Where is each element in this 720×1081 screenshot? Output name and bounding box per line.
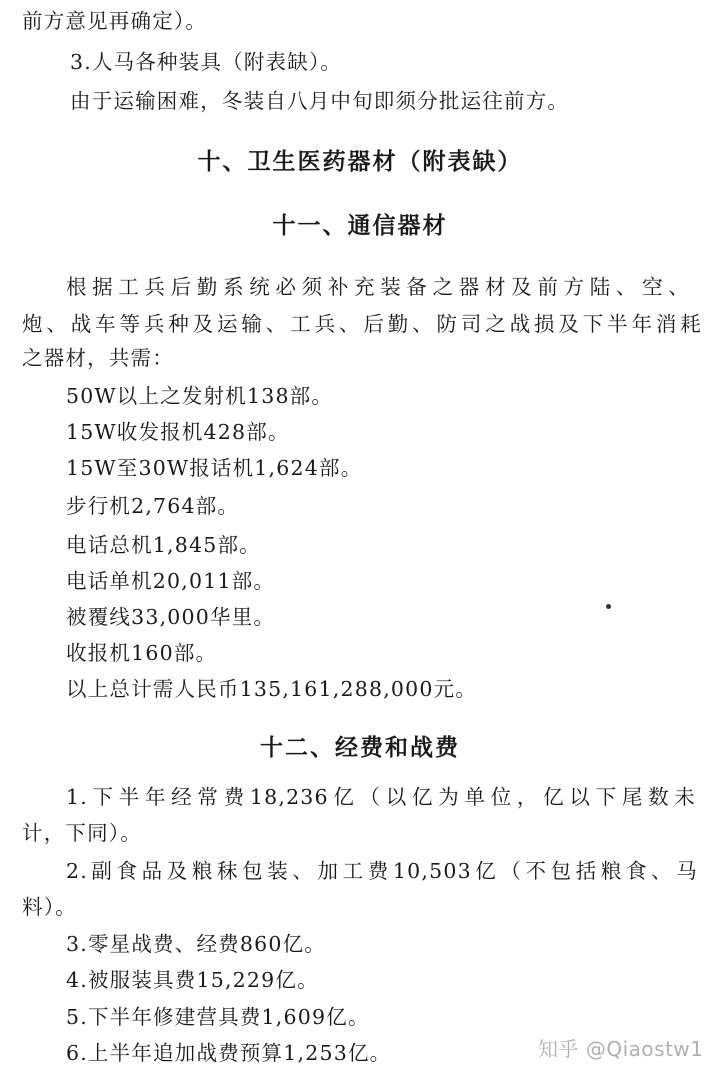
list-item-radiotelephone: 15W至30W报话机1,624部。: [66, 456, 363, 480]
list-item-receiver: 收报机160部。: [66, 641, 218, 665]
section-11-intro-line-3: 之器材，共需：: [22, 346, 174, 370]
equipment-item-3: 3.人马各种装具（附表缺）。: [70, 50, 343, 74]
expense-item-6: 6.上半年追加战费预算1,253亿。: [66, 1041, 392, 1065]
zhihu-watermark: 知乎 @Qiaostw1: [538, 1037, 704, 1061]
list-item-transmitter: 50W以上之发射机138部。: [66, 384, 334, 408]
list-item-walkie-talkie: 步行机2,764部。: [66, 494, 240, 518]
list-item-field-wire: 被覆线33,000华里。: [66, 605, 276, 629]
list-item-switchboard: 电话总机1,845部。: [66, 533, 261, 557]
expense-item-2-line-1: 2.副食品及粮秣包装、加工费10,503亿（不包括粮食、马: [66, 859, 698, 883]
expense-item-1-line-2: 计，下同）。: [22, 821, 142, 845]
section-11-heading: 十一、通信器材: [272, 213, 448, 239]
top-fragment-text: 前方意见再确定）。: [22, 9, 208, 33]
expense-item-3: 3.零星战费、经费860亿。: [66, 932, 326, 956]
scan-speck: [606, 604, 611, 609]
section-11-intro-line-1: 根据工兵后勤系统必须补充装备之器材及前方陆、空、: [66, 275, 690, 299]
list-item-transceiver: 15W收发报机428部。: [66, 420, 290, 444]
section-10-heading: 十、卫生医药器材（附表缺）: [197, 149, 523, 175]
list-item-total: 以上总计需人民币135,161,288,000元。: [66, 677, 478, 701]
expense-item-1-line-1: 1.下半年经常费18,236亿（以亿为单位，亿以下尾数未: [66, 785, 696, 809]
section-11-intro-line-2: 炮、战车等兵种及运输、工兵、后勤、防司之战损及下半年消耗: [22, 312, 702, 336]
winter-clothing-note: 由于运输困难，冬装自八月中旬即须分批运往前方。: [70, 89, 570, 113]
section-12-heading: 十二、经费和战费: [260, 735, 460, 761]
expense-item-5: 5.下半年修建营具费1,609亿。: [66, 1005, 370, 1029]
list-item-telephone: 电话单机20,011部。: [66, 569, 276, 593]
expense-item-4: 4.被服装具费15,229亿。: [66, 968, 319, 992]
expense-item-2-line-2: 料）。: [22, 895, 77, 919]
